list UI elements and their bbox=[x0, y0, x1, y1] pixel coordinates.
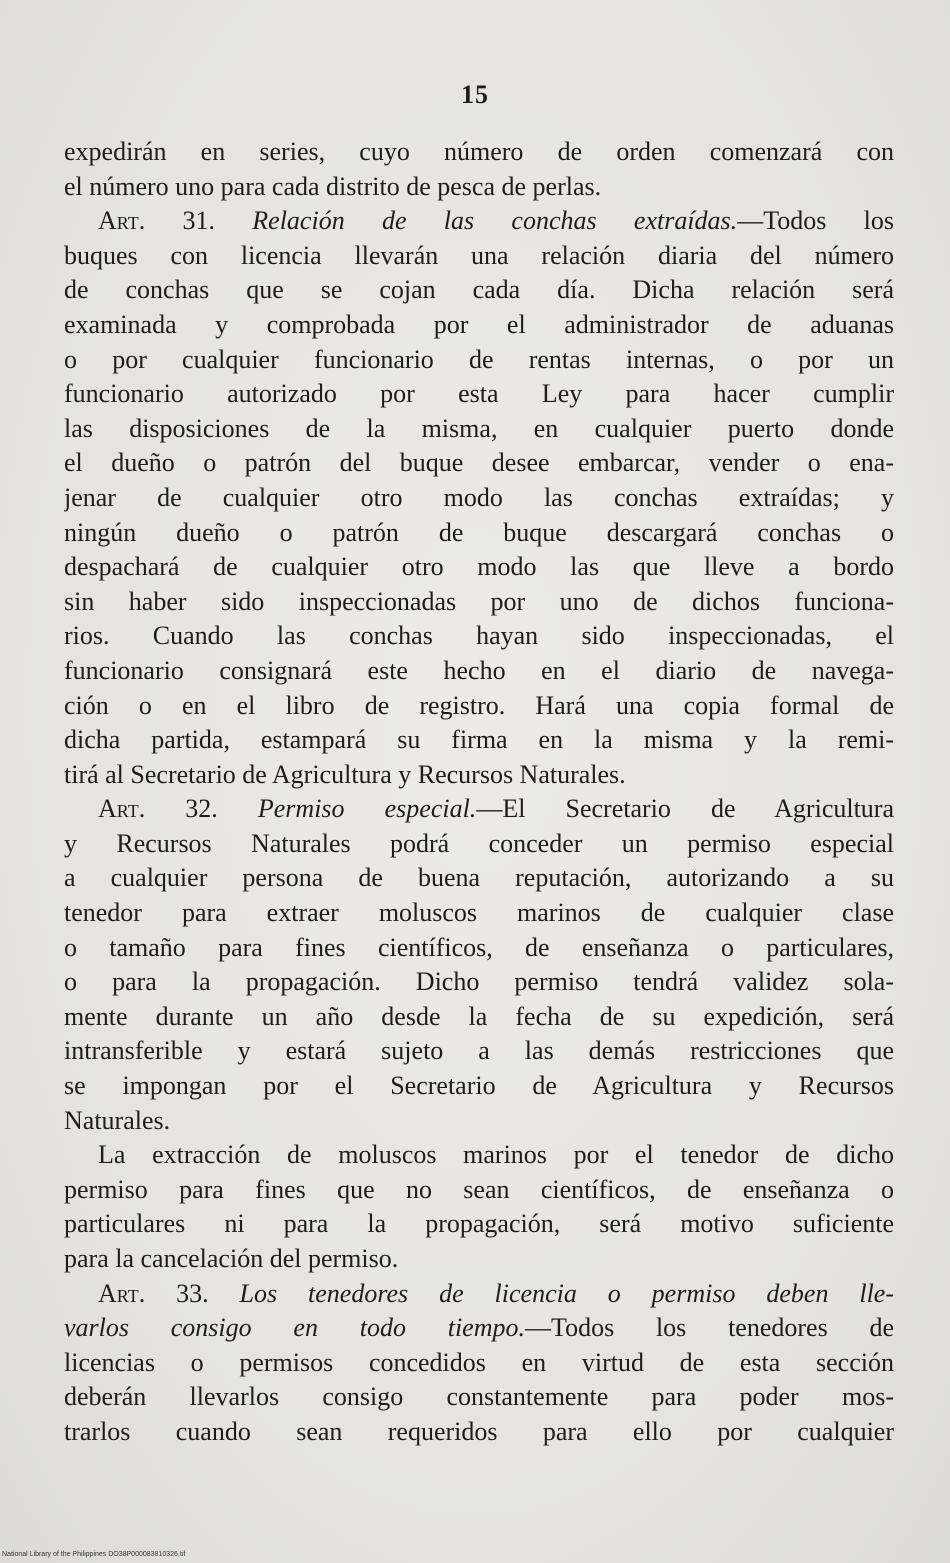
line-text: o por cualquier funcionario de rentas internas, o por un bbox=[64, 344, 894, 374]
text-line bbox=[64, 965, 894, 1000]
line-text: de conchas que se cojan cada día. Dicha relación será bbox=[64, 275, 894, 305]
line-text: trarlos cuando sean requeridos para ello por cualquier bbox=[64, 1416, 894, 1446]
article-number: Art. 33. bbox=[98, 1278, 209, 1308]
line-text: examinada y comprobada por el administrador de aduanas bbox=[64, 309, 894, 339]
line-text: funcionario autorizado por esta Ley para hacer cumplir bbox=[64, 379, 894, 409]
line-text: despachará de cualquier otro modo las que lleve a bordo bbox=[64, 552, 894, 582]
text-line bbox=[64, 585, 894, 620]
text-line bbox=[64, 1034, 894, 1069]
text-line bbox=[64, 1173, 894, 1208]
line-text: el número uno para cada distrito de pesca de perlas. bbox=[64, 171, 602, 201]
article-title: Relación de las conchas extraídas. bbox=[252, 206, 738, 236]
text-line bbox=[64, 758, 894, 793]
line-text: tirá al Secretario de Agricultura y Recursos Naturales. bbox=[64, 759, 626, 789]
article-number: Art. 32. bbox=[98, 794, 218, 824]
text-line bbox=[64, 1415, 894, 1450]
text-line bbox=[64, 516, 894, 551]
line-text: particulares ni para la propagación, será motivo suficiente bbox=[64, 1209, 894, 1239]
text-line bbox=[64, 896, 894, 931]
line-text: permiso para fines que no sean científicos, de enseñanza o bbox=[64, 1174, 894, 1204]
text-line bbox=[64, 550, 894, 585]
article-title: Los tenedores de licencia o permiso deben lle- bbox=[239, 1278, 894, 1308]
text-line bbox=[64, 343, 894, 378]
line-text: Naturales. bbox=[64, 1105, 171, 1135]
text-line bbox=[64, 654, 894, 689]
text-line bbox=[64, 827, 894, 862]
footer-credit: National Library of the Philippines DO38P000083810326.tif bbox=[2, 1551, 186, 1558]
article-title: Permiso especial. bbox=[257, 794, 477, 824]
text-line bbox=[64, 135, 894, 170]
text-line bbox=[64, 861, 894, 896]
article-number: Art. 31. bbox=[98, 206, 215, 236]
text-line bbox=[64, 239, 894, 274]
body-text bbox=[64, 135, 894, 1450]
line-text: o para la propagación. Dicho permiso tendrá validez sola- bbox=[64, 967, 894, 997]
article-text: —Todos los bbox=[737, 206, 894, 236]
line-text: tenedor para extraer moluscos marinos de cualquier clase bbox=[64, 898, 894, 928]
text-line bbox=[64, 1346, 894, 1381]
text-line bbox=[64, 723, 894, 758]
text-line bbox=[64, 273, 894, 308]
line-text: deberán llevarlos consigo constantemente para poder mos- bbox=[64, 1382, 894, 1412]
text-line bbox=[64, 1000, 894, 1035]
text-line bbox=[64, 412, 894, 447]
text-line bbox=[64, 204, 894, 239]
text-line bbox=[64, 1311, 894, 1346]
text-line bbox=[64, 481, 894, 516]
line-text: se impongan por el Secretario de Agricultura y Recursos bbox=[64, 1071, 894, 1101]
article-text: —El Secretario de Agricultura bbox=[476, 794, 894, 824]
line-text: y Recursos Naturales podrá conceder un permiso especial bbox=[64, 828, 894, 858]
line-text: rios. Cuando las conchas hayan sido inspeccionadas, el bbox=[64, 621, 894, 651]
line-text: expedirán en series, cuyo número de orden comenzará con bbox=[64, 137, 894, 166]
text-line bbox=[64, 689, 894, 724]
text-line bbox=[64, 1138, 894, 1173]
line-text: licencias o permisos concedidos en virtud de esta sección bbox=[64, 1347, 894, 1377]
line-text: para la cancelación del permiso. bbox=[64, 1244, 399, 1273]
line-text: dicha partida, estampará su firma en la misma y la remi- bbox=[64, 725, 894, 755]
line-text: ción o en el libro de registro. Hará una copia formal de bbox=[64, 690, 894, 720]
text-line bbox=[64, 170, 894, 205]
text-line bbox=[64, 377, 894, 412]
text-line bbox=[64, 619, 894, 654]
text-line bbox=[64, 446, 894, 481]
article-title: varlos consigo en todo tiempo. bbox=[64, 1313, 525, 1343]
line-text: funcionario consignará este hecho en el diario de navega- bbox=[64, 655, 894, 685]
line-text: buques con licencia llevarán una relación diaria del número bbox=[64, 240, 894, 270]
line-text: mente durante un año desde la fecha de su expedición, será bbox=[64, 1001, 894, 1031]
line-text: jenar de cualquier otro modo las conchas extraídas; y bbox=[64, 482, 894, 512]
line-text: sin haber sido inspeccionadas por uno de dichos funciona- bbox=[64, 586, 894, 616]
text-line bbox=[64, 792, 894, 827]
text-line bbox=[64, 1104, 894, 1139]
text-line bbox=[64, 1277, 894, 1312]
line-text: ningún dueño o patrón de buque descargará conchas o bbox=[64, 517, 894, 547]
line-text: a cualquier persona de buena reputación, autorizando a su bbox=[64, 863, 894, 893]
line-text: La extracción de moluscos marinos por el tenedor de dicho bbox=[98, 1140, 894, 1170]
article-text: —Todos los tenedores de bbox=[525, 1313, 894, 1343]
line-text: el dueño o patrón del buque desee embarcar, vender o ena- bbox=[64, 448, 894, 478]
text-line bbox=[64, 1207, 894, 1242]
line-text: intransferible y estará sujeto a las demás restricciones que bbox=[64, 1036, 894, 1066]
line-text: o tamaño para fines científicos, de enseñanza o particulares, bbox=[64, 932, 894, 962]
text-line bbox=[64, 308, 894, 343]
page-number: 15 bbox=[461, 80, 489, 109]
text-line bbox=[64, 1242, 894, 1277]
text-line bbox=[64, 1380, 894, 1415]
text-line bbox=[64, 1069, 894, 1104]
text-line bbox=[64, 931, 894, 966]
line-text: las disposiciones de la misma, en cualquier puerto donde bbox=[64, 413, 894, 443]
